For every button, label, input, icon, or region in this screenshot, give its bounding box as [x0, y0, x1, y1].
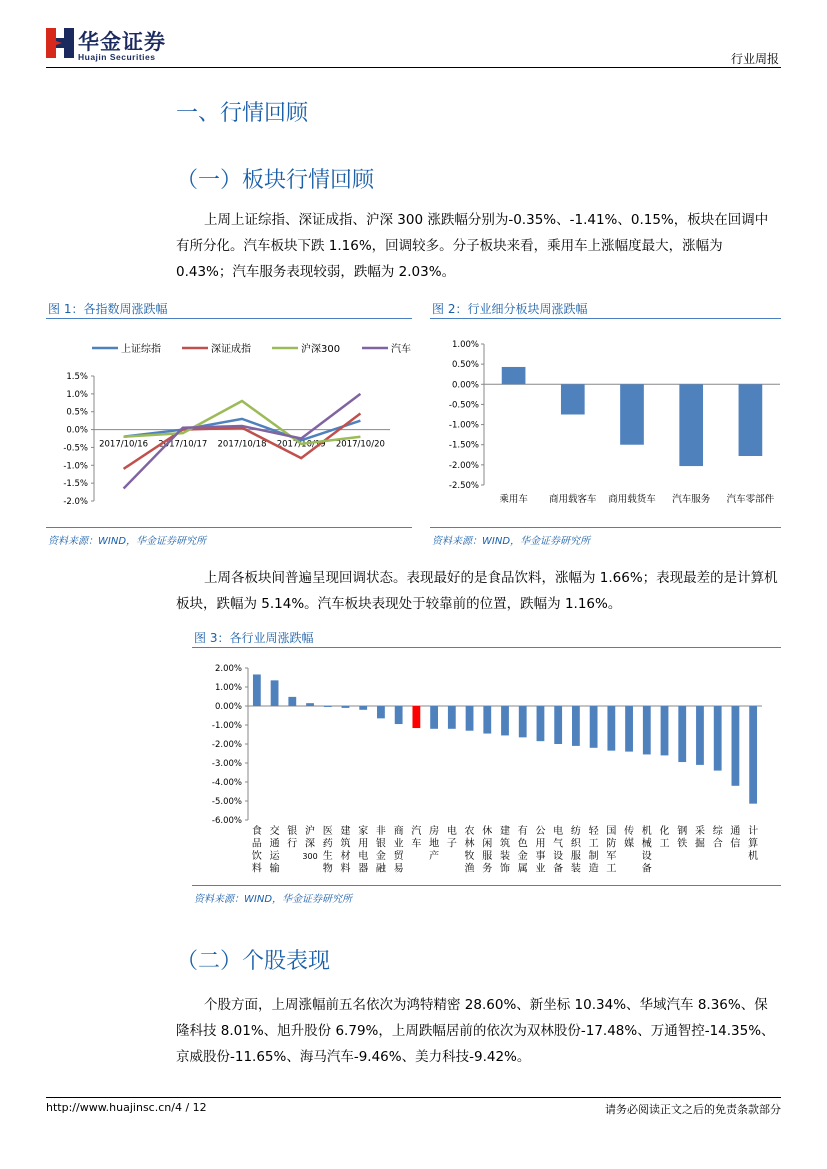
- report-type: 行业周报: [730, 52, 779, 66]
- y-tick-label: -1.00%: [211, 721, 242, 731]
- bar: [678, 706, 686, 762]
- bar: [732, 706, 740, 786]
- subsection-title-2: （二）个股表现: [176, 949, 331, 974]
- bar: [412, 706, 420, 728]
- page-number: 4 / 12: [174, 1101, 207, 1114]
- y-tick-label: -0.50%: [448, 400, 479, 411]
- category-label: 汽车服务: [672, 494, 711, 505]
- category-label: 建筑装饰: [500, 826, 510, 875]
- category-label: 商业贸易: [393, 826, 404, 875]
- y-tick-label: -3.00%: [211, 759, 242, 769]
- y-tick-label: -1.50%: [448, 440, 479, 451]
- industry-bar-chart: [192, 650, 781, 884]
- brand-name-en: Huajin Securities: [78, 52, 156, 62]
- category-label: 综合: [712, 826, 723, 850]
- bar: [554, 706, 562, 744]
- bar: [620, 384, 644, 444]
- category-label: 机械设备: [641, 826, 652, 875]
- y-tick-label: -1.5%: [63, 479, 88, 490]
- category-label: 汽车零部件: [726, 494, 775, 505]
- figure-2-top-rule: [430, 318, 781, 319]
- category-label: 家用电器: [358, 826, 369, 875]
- y-tick-label: -4.00%: [211, 778, 242, 788]
- footer-url[interactable]: [46, 1101, 207, 1114]
- y-tick-label: -5.00%: [211, 797, 242, 807]
- y-tick-label: 0.50%: [451, 360, 479, 371]
- category-label: 电气设备: [553, 826, 564, 875]
- bar: [537, 706, 545, 741]
- subsector-bar-chart: [430, 320, 781, 526]
- category-label: 建筑材料: [340, 826, 351, 875]
- bar: [501, 706, 509, 735]
- bar: [466, 706, 474, 731]
- bar: [625, 706, 633, 752]
- category-label: 商用载货车: [608, 494, 656, 505]
- bar: [288, 697, 296, 706]
- bar: [377, 706, 385, 718]
- bar: [448, 706, 456, 729]
- bar: [502, 367, 526, 384]
- x-tick-label: 2017/10/16: [99, 439, 149, 450]
- y-tick-label: 0.0%: [66, 425, 88, 436]
- legend-label: 汽车: [391, 344, 411, 355]
- bar: [590, 706, 598, 748]
- figure-3-bottom-rule: [192, 885, 781, 886]
- category-label: 食品饮料: [251, 826, 262, 875]
- y-tick-label: -0.5%: [63, 443, 88, 454]
- category-label: 休闲服务: [482, 826, 493, 875]
- bar: [572, 706, 580, 746]
- figure-2-bottom-rule: [430, 527, 781, 528]
- footer-disclaimer: 请务必阅读正文之后的免责条款部分: [605, 1103, 781, 1116]
- figure-2-source: 资料来源：WIND，华金证券研究所: [432, 536, 591, 547]
- category-label: 银行: [287, 826, 298, 850]
- bar: [306, 703, 314, 706]
- category-label: 乘用车: [499, 494, 528, 505]
- paragraph-2: 上周各板块间普遍呈现回调状态。表现最好的是食品饮料，涨幅为 1.66%；表现最差的是计算机板块，跌幅为 5.14%。汽车板块表现处于较靠前的位置，跌幅为 1.16%。: [176, 570, 778, 612]
- category-label: 沪深 300: [302, 826, 318, 861]
- bar: [696, 706, 704, 765]
- bar: [253, 674, 261, 706]
- footer-link[interactable]: http://www.huajinsc.cn/: [46, 1101, 175, 1114]
- header-divider: [46, 67, 781, 68]
- bar: [679, 384, 703, 466]
- bar: [395, 706, 403, 724]
- y-tick-label: -6.00%: [211, 816, 242, 826]
- paragraph-1: 上周上证综指、深证成指、沪深 300 涨跌幅分别为-0.35%、-1.41%、0.15%，板块在回调中有所分化。汽车板块下跌 1.16%，回调较多。分子板块来看，乘用车上涨幅度最大，涨幅为 0.43%；汽车服务表现较弱，跌幅为 2.03%。: [176, 212, 769, 280]
- category-label: 商用载客车: [549, 494, 597, 505]
- y-tick-label: -2.0%: [63, 497, 88, 507]
- huajin-logo-icon: [46, 28, 74, 58]
- x-tick-label: 2017/10/20: [335, 439, 385, 450]
- y-tick-label: 2.00%: [214, 664, 242, 674]
- bar: [359, 706, 367, 710]
- figure-2-title: 图 2：行业细分板块周涨跌幅: [432, 302, 588, 316]
- x-tick-label: 2017/10/19: [276, 439, 326, 450]
- figure-1-bottom-rule: [46, 527, 412, 528]
- y-tick-label: -2.00%: [211, 740, 242, 750]
- footer-divider: [46, 1097, 781, 1098]
- x-tick-label: 2017/10/17: [158, 439, 208, 450]
- paragraph-3: 个股方面，上周涨幅前五名依次为鸿特精密 28.60%、新坐标 10.34%、华域汽车 8.36%、保隆科技 8.01%、旭升股份 6.79%，上周跌幅居前的依次为双林股份-17.48%、万通智控-14.35%、京威股份-11.65%、海马汽车-9.46%、美力科技-9.42%。: [176, 997, 775, 1065]
- category-label: 电子: [446, 826, 457, 850]
- legend-label: 沪深300: [301, 344, 341, 355]
- y-tick-label: 1.00%: [214, 683, 242, 693]
- category-label: 化工: [659, 826, 670, 850]
- category-label: 采掘: [694, 826, 705, 850]
- category-label: 公用事业: [535, 826, 546, 875]
- bar: [714, 706, 722, 771]
- section-title: 一、行情回顾: [176, 101, 309, 126]
- bar: [643, 706, 651, 754]
- category-label: 有色金属: [517, 826, 528, 875]
- x-tick-label: 2017/10/18: [217, 439, 267, 450]
- bar: [483, 706, 491, 734]
- y-tick-label: 1.5%: [66, 372, 88, 382]
- bar: [271, 680, 279, 706]
- figure-3-source: 资料来源：WIND，华金证券研究所: [194, 894, 353, 905]
- category-label: 钢铁: [677, 826, 688, 850]
- index-line-chart: [46, 320, 412, 526]
- subsection-title: （一）板块行情回顾: [176, 168, 375, 193]
- category-label: 房地产: [429, 826, 440, 862]
- brand-name-cn: 华金证券: [78, 30, 166, 54]
- category-label: 传媒: [624, 826, 635, 850]
- bar: [324, 706, 332, 707]
- bar: [661, 706, 669, 755]
- bar: [519, 706, 527, 737]
- y-tick-label: -2.00%: [448, 460, 479, 471]
- bar: [749, 706, 757, 804]
- y-tick-label: -1.0%: [63, 461, 88, 472]
- y-tick-label: 1.00%: [451, 340, 479, 350]
- y-tick-label: 1.0%: [66, 389, 88, 400]
- category-label: 交通运输: [269, 826, 280, 875]
- category-label: 国防军工: [606, 826, 617, 875]
- y-tick-label: 0.00%: [451, 380, 479, 391]
- figure-1-top-rule: [46, 318, 412, 319]
- legend-label: 深证成指: [211, 344, 251, 355]
- figure-3-title: 图 3：各行业周涨跌幅: [194, 631, 314, 645]
- bar: [561, 384, 585, 414]
- y-tick-label: -1.00%: [448, 420, 479, 431]
- category-label: 汽车: [411, 826, 422, 850]
- bar: [739, 384, 763, 456]
- legend-label: 上证综指: [121, 344, 161, 355]
- category-label: 纺织服装: [570, 826, 581, 875]
- category-label: 农林牧渔: [464, 826, 475, 875]
- category-label: 轻工制造: [588, 826, 599, 875]
- series-line: [124, 401, 361, 444]
- bar: [342, 706, 350, 708]
- bar: [430, 706, 438, 729]
- category-label: 通信: [730, 826, 741, 850]
- category-label: 医药生物: [322, 826, 333, 875]
- category-label: 计算机: [748, 826, 759, 862]
- figure-1-source: 资料来源：WIND，华金证券研究所: [48, 536, 207, 547]
- category-label: 非银金融: [375, 826, 386, 875]
- y-tick-label: 0.5%: [66, 407, 88, 418]
- bar: [607, 706, 615, 751]
- figure-1-title: 图 1：各指数周涨跌幅: [48, 302, 168, 316]
- figure-3-top-rule: [192, 647, 781, 648]
- y-tick-label: -2.50%: [448, 481, 479, 491]
- y-tick-label: 0.00%: [214, 702, 242, 712]
